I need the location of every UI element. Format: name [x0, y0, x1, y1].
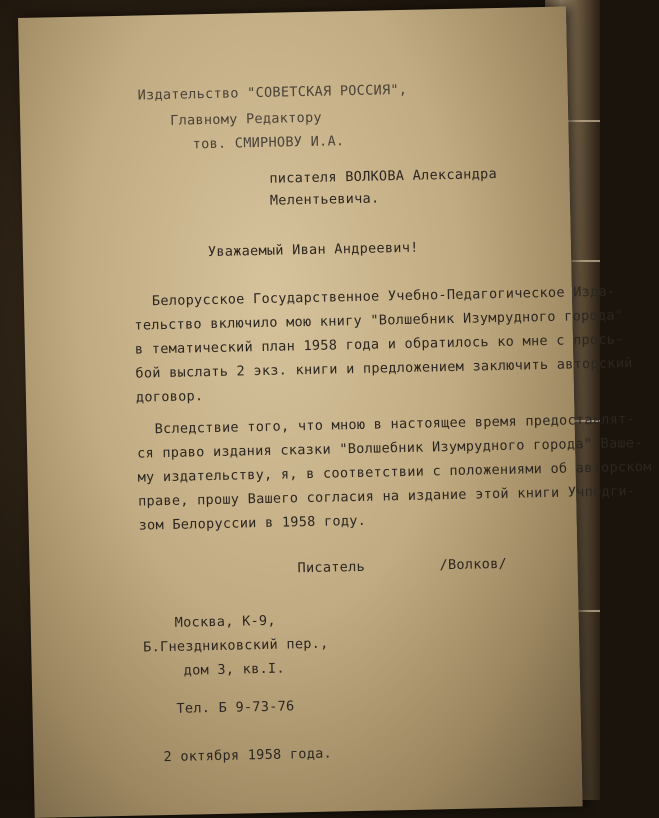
signature-title: Писатель — [297, 558, 366, 577]
addressee-role: Главному Редактору — [170, 109, 323, 129]
para1-line-4: бой выслать 2 экз. книги и предложением заключить авторский — [135, 355, 633, 382]
greeting: Уважаемый Иван Андреевич! — [207, 239, 419, 261]
phone-number: Тел. Б 9-73-76 — [176, 698, 295, 717]
address-line-1: Москва, К-9, — [174, 612, 276, 631]
para2-line-2: ся право издания сказки "Волшебник Изумрудного города" Ваше- — [136, 435, 643, 462]
para2-line-3: му издательству, я, в соответствии с положениями об авторском — [137, 458, 652, 486]
signature-name: /Волков/ — [439, 555, 508, 574]
letter-sheet — [18, 7, 652, 818]
address-line-3: дом 3, кв.I. — [183, 660, 285, 679]
para2-line-5: зом Белоруссии в 1958 году. — [138, 512, 367, 534]
addressee-name: тов. СМИРНОВУ И.А. — [192, 133, 345, 153]
para1-line-5: договор. — [135, 388, 204, 406]
para1-line-2: тельство включило мою книгу "Волшебник Изумрудного города" — [134, 307, 624, 334]
sender-line-2: Мелентьевича. — [269, 190, 380, 209]
para2-line-1: Вследствие того, что мною в настоящее время предоставлят- — [154, 411, 636, 438]
para1-line-3: в тематический план 1958 года и обратилось ко мне с прось- — [134, 331, 624, 358]
para1-line-1: Белорусское Государственное Учебно-Педагогическое Изда- — [151, 283, 616, 310]
address-line-2: Б.Гнездниковский пер., — [143, 635, 329, 656]
para2-line-4: праве, прошу Вашего согласия на издание этой книги Учпедги- — [137, 483, 636, 510]
sender-line-1: писателя ВОЛКОВА Александра — [269, 166, 498, 187]
letter-date: 2 октября 1958 года. — [163, 745, 333, 766]
publisher-line: Издательство "СОВЕТСКАЯ РОССИЯ", — [137, 81, 408, 104]
